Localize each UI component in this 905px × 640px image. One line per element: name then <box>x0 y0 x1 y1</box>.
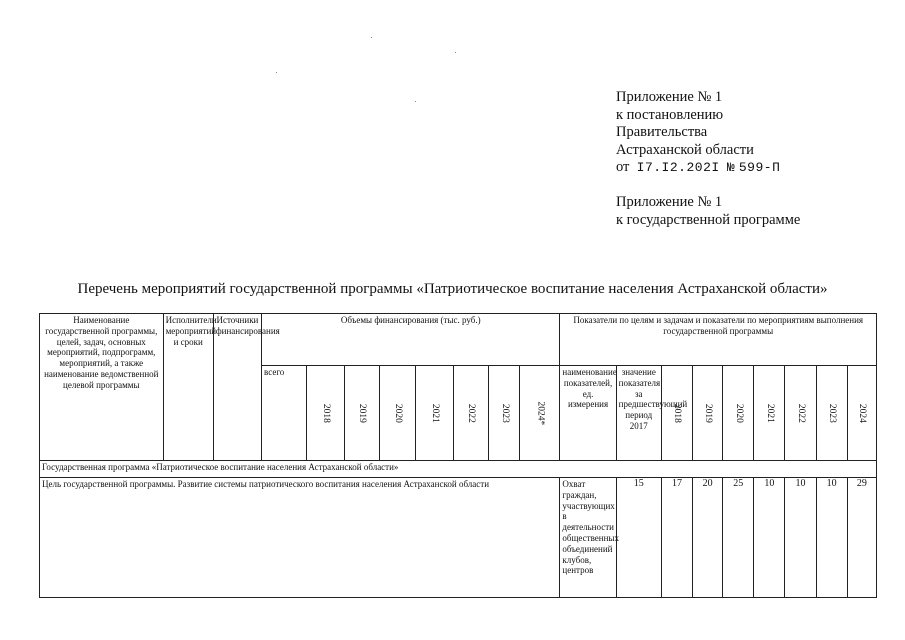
indicator-year-header: 2020 <box>723 366 754 461</box>
header-total: всего <box>262 366 307 461</box>
scan-speck <box>415 101 416 102</box>
goal-value: 20 <box>693 478 723 598</box>
program-row: Государственная программа «Патриотическое воспитание населения Астраханской области» <box>40 461 877 478</box>
indicator-year-header: 2024 <box>847 366 876 461</box>
indicator-year-header: 2021 <box>754 366 785 461</box>
appendix-line-2: к постановлению <box>616 106 724 123</box>
goal-value: 29 <box>847 478 876 598</box>
header-funding-group: Объемы финансирования (тыс. руб.) <box>262 314 560 366</box>
header-sources: Источники финансирования <box>213 314 261 461</box>
appendix-line-3: Правительства <box>616 124 708 141</box>
funding-year-header: 2022 <box>453 366 488 461</box>
funding-year-header: 2023 <box>489 366 520 461</box>
resolution-number: 599-П <box>738 160 781 176</box>
appendix-block <box>616 89 800 229</box>
indicator-year-header: 2022 <box>785 366 816 461</box>
date-prefix: от <box>616 159 630 176</box>
header-executors: Исполнители мероприятий и сроки <box>163 314 213 461</box>
indicator-year-header: 2019 <box>693 366 723 461</box>
goal-value: 10 <box>785 478 816 598</box>
goal-row-label: Цель государственной программы. Развитие системы патриотического воспитания населения Астраханской области <box>40 478 560 598</box>
goal-value: 25 <box>723 478 754 598</box>
indicator-year-header: 2018 <box>661 366 692 461</box>
scan-speck <box>371 37 372 38</box>
resolution-date: I7.I2.202I <box>636 160 720 176</box>
header-indicator-base: значение показателя за предшествующий период 2017 <box>616 366 661 461</box>
funding-year-header: 2019 <box>345 366 379 461</box>
funding-year-header: 2021 <box>415 366 453 461</box>
goal-value: 17 <box>661 478 692 598</box>
appendix-line-4: Астраханской области <box>616 141 754 158</box>
header-name: Наименование государственной программы, целей, задач, основных мероприятий, подпрограмм, мероприятий, а также наименование ведомственной целевой программы <box>40 314 164 461</box>
document-title: Перечень мероприятий государственной программы «Патриотическое воспитание населения Астраханской области» <box>77 281 828 297</box>
program-appendix-line-2: к государственной программе <box>616 211 801 228</box>
program-appendix-line-1: Приложение № 1 <box>616 193 723 210</box>
header-indicator-name: наименование показателей, ед. измерения <box>560 366 616 461</box>
goal-value: 10 <box>754 478 785 598</box>
funding-year-header: 2024* <box>520 366 560 461</box>
goal-indicator-name: Охват граждан, участвующих в деятельности общественных объединений клубов, центров <box>560 478 616 598</box>
funding-year-header: 2020 <box>379 366 415 461</box>
resolution-date-line <box>616 159 800 177</box>
indicator-year-header: 2023 <box>816 366 847 461</box>
goal-base-value: 15 <box>616 478 661 598</box>
scan-speck <box>276 72 277 73</box>
scan-speck <box>455 52 456 53</box>
measures-table <box>39 313 877 598</box>
appendix-line-1: Приложение № 1 <box>616 89 723 105</box>
header-indicators-group: Показатели по целям и задачам и показатели по мероприятиям выполнения государственной программы <box>560 314 877 366</box>
funding-year-header: 2018 <box>307 366 345 461</box>
number-sign: № <box>726 160 736 176</box>
goal-value: 10 <box>816 478 847 598</box>
